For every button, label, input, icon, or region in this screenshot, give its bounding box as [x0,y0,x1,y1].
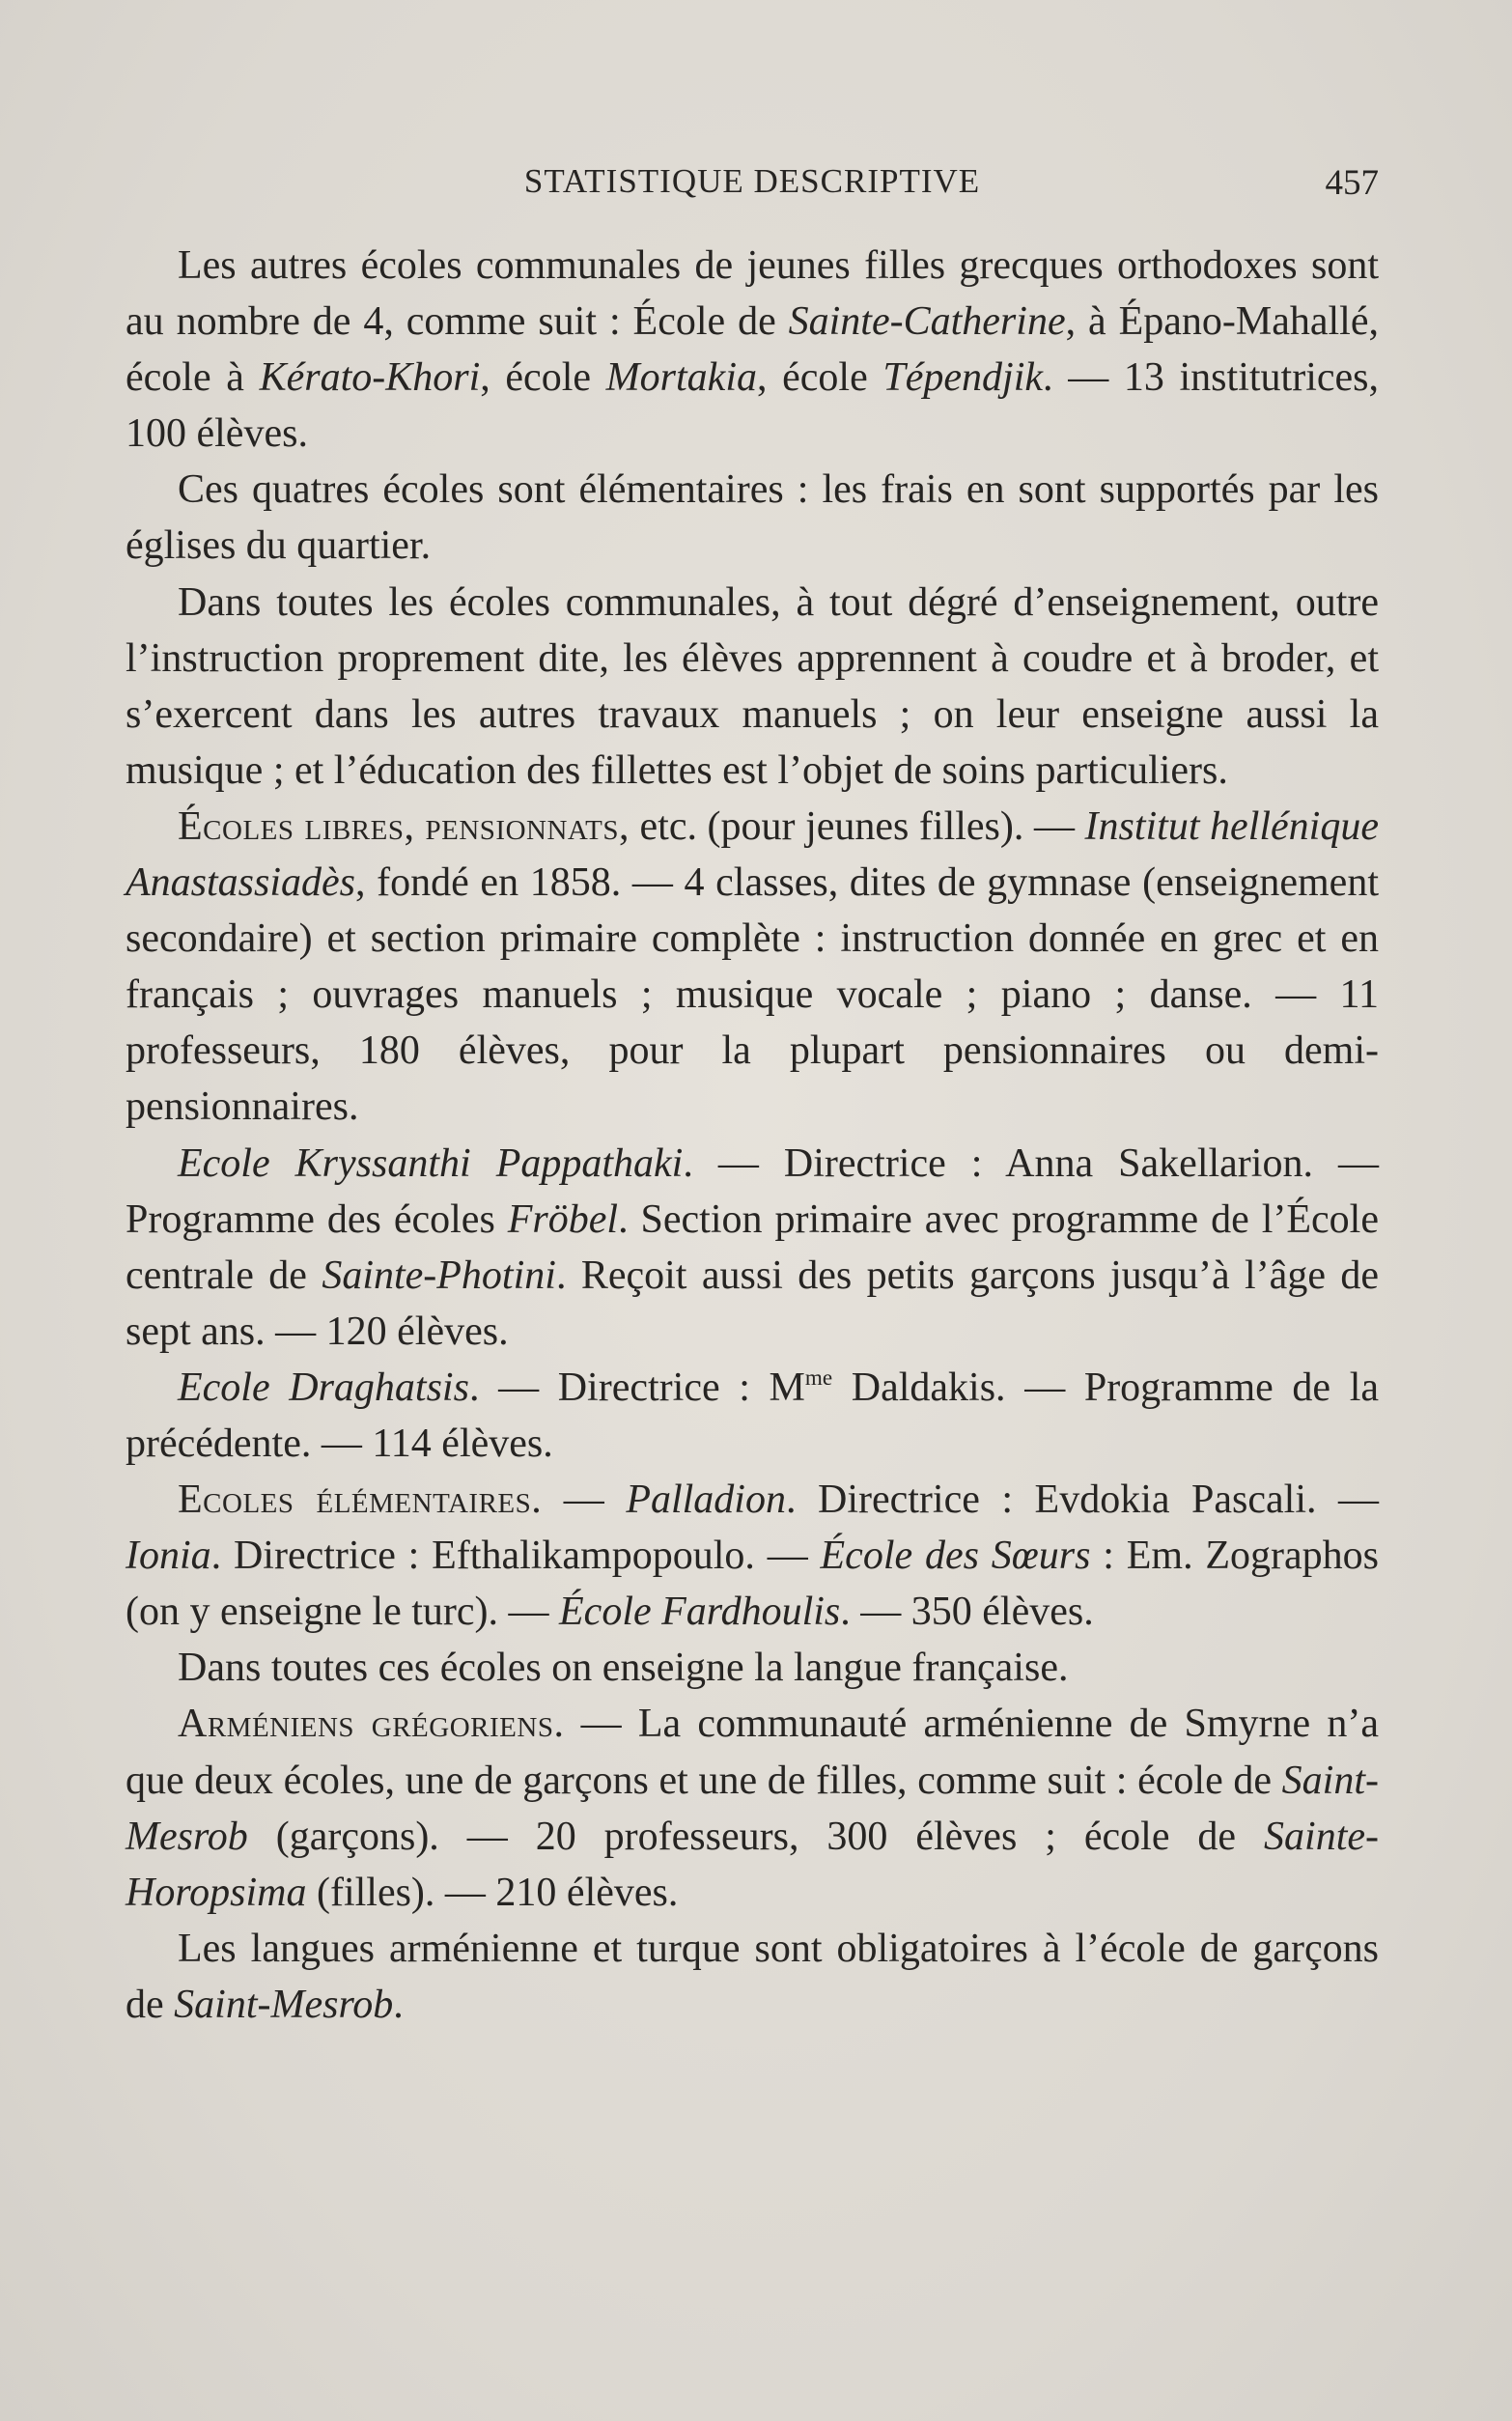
text-run: Dans toutes les écoles communales, à tout dégré d’enseignement, outre l’instruction proprement dite, les élèves apprennent à coudre et à broder, et s’exercent dans les autres travaux manuels ; on leur enseigne aussi la musique ; et l’éducation des fillettes est l’objet de soins particuliers. [126,579,1379,793]
paragraph-elementary-costs [126,462,1379,574]
text-run: Les langues arménienne et turque sont obligatoires à l’école de garçons de [126,1926,1379,2027]
text-run: : Em. Zographos (on y enseigne le turc). — [126,1534,1380,1635]
body-text [126,238,1379,2033]
paragraph-draghatsis [126,1360,1379,1472]
text-run: . Directrice : Evdokia Pascali. — [785,1478,1380,1523]
text-run: . — 13 institutrices, 100 élèves. [126,355,1379,457]
paragraph-french-language [126,1640,1379,1696]
paragraph-armenian-languages [126,1921,1379,2033]
paragraph-pappathaki [126,1136,1379,1360]
school-name: Institut hellénique Anastassiadès [126,803,1379,906]
text-run: — La communauté arménienne de Smyrne n’a que deux écoles, une de garçons et une de filles, comme suit : école de [126,1702,1380,1803]
text-run: . [393,1982,404,2027]
school-name: Mortakia [605,355,757,401]
text-run: . — Directrice : M [468,1365,805,1410]
school-name: Ecole Kryssanthi Pappathaki [178,1140,684,1186]
paragraph-free-schools [126,799,1379,1136]
superscript: me [804,1364,833,1390]
school-name: Sainte-Horopsima [126,1814,1379,1915]
school-name: Sainte-Photini [322,1253,556,1298]
school-name: Ionia [126,1534,211,1579]
school-name: Tépendjik [882,355,1044,401]
school-name: Saint-Mesrob [126,1758,1379,1859]
page-number: 457 [1325,163,1379,203]
paragraph-armenian-schools [126,1696,1379,1920]
text-run: Les autres écoles communales de jeunes filles grecques orthodoxes sont au nombre de 4, comme suit : École de [126,243,1379,345]
text-run: . Directrice : Efthalikampopoulo. — [210,1534,821,1579]
text-run: (garçons). — 20 professeurs, 300 élèves ; école de [247,1814,1265,1859]
running-title: STATISTIQUE DESCRIPTIVE [523,162,981,200]
text-run: , fondé en 1858. — 4 classes, dites de gymnase (enseignement secondaire) et section primaire complète : instruction donnée en grec et en français ; ouvrages manuels ; musique vocale ; piano ; danse. — 11 professeurs, 180 élèves, pour la plupart pensionnaires ou demi-pensionnaires. [126,860,1379,1130]
program-name: Fröbel [507,1196,619,1242]
school-name: École des Sœurs [820,1534,1091,1579]
text-run: , à Épano-Mahallé, école à [126,299,1379,401]
text-run: etc. (pour jeunes filles). — [629,803,1085,849]
text-run: , école [480,355,606,401]
text-run: — [542,1478,627,1523]
paragraph-communal-instruction [126,575,1379,799]
text-run: . Section primaire avec programme de l’École centrale de [126,1196,1379,1298]
school-name: Saint-Mesrob [174,1982,394,2027]
school-name: Ecole Draghatsis [178,1365,469,1410]
school-name: École Fardhoulis [559,1590,841,1635]
school-name: Sainte-Catherine [788,299,1066,345]
text-run: Ces quatres écoles sont élémentaires : les frais en sont supportés par les églises du quartier. [126,467,1379,569]
text-run: . Reçoit aussi des petits garçons jusqu’à l’âge de sept ans. — 120 élèves. [126,1253,1379,1354]
section-heading: Écoles libres, pensionnats, [178,803,630,849]
text-run: Dans toutes ces écoles on enseigne la langue française. [178,1646,1069,1691]
running-head [126,162,1379,205]
text-run: , école [756,355,883,401]
text-run: . — Directrice : Anna Sakellarion. — Programme des écoles [126,1140,1379,1242]
section-heading: Arméniens grégoriens. [178,1702,565,1747]
paragraph-girls-schools [126,238,1379,462]
text-run: Daldakis. — Programme de la précédente. — 114 élèves. [126,1365,1380,1466]
paragraph-elementary-schools [126,1472,1379,1640]
school-name: Palladion [626,1478,786,1523]
text-run: (filles). — 210 élèves. [306,1870,679,1915]
place-name: Kérato-Khori [259,355,481,401]
text-run: . — 350 élèves. [840,1590,1094,1635]
section-heading: Ecoles élémentaires. [178,1478,543,1523]
